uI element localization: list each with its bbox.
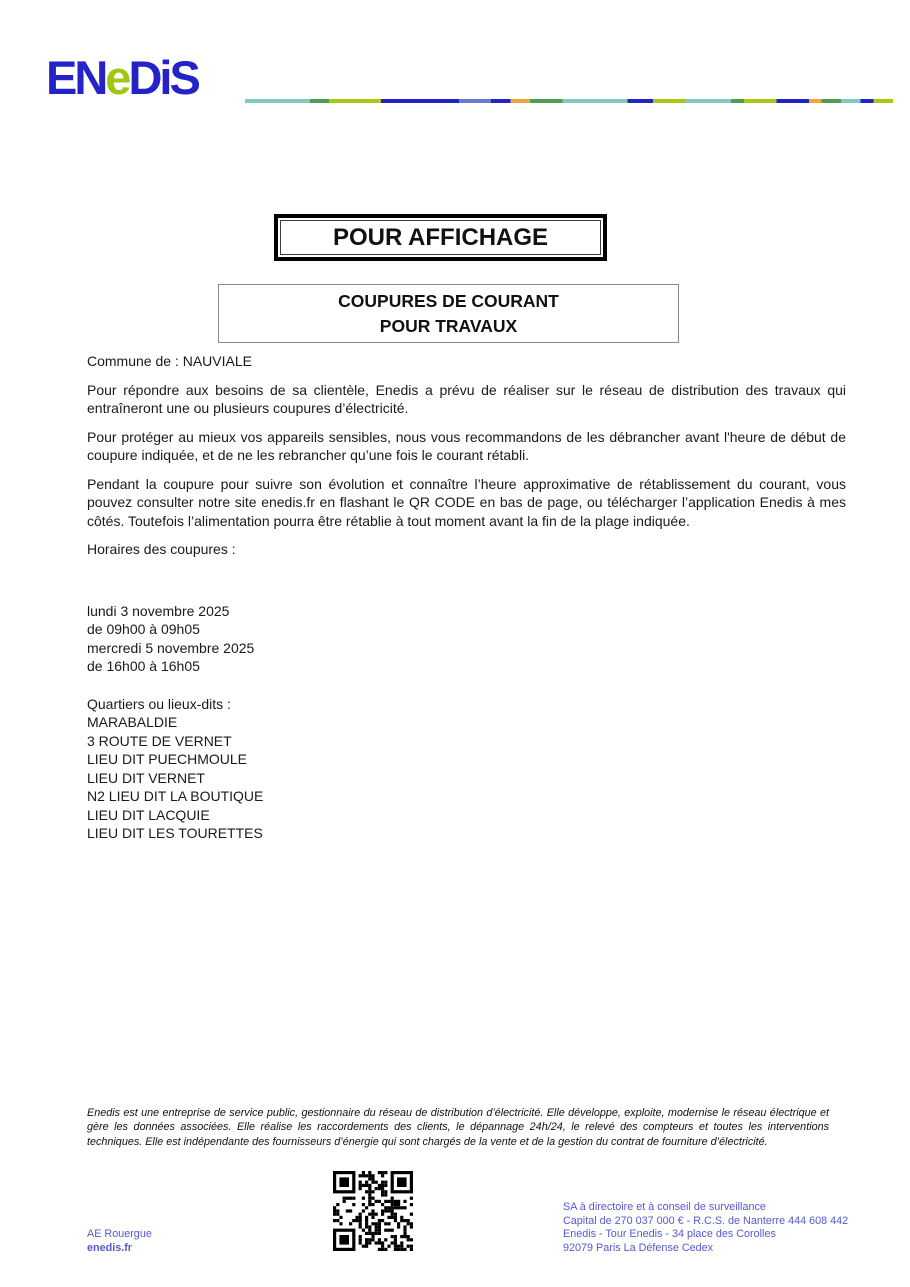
company-legal-line: SA à directoire et à conseil de surveillance xyxy=(563,1201,766,1213)
region-name: AE Rouergue xyxy=(87,1228,152,1240)
paragraph-2: Pour protéger au mieux vos appareils sensibles, nous vous recommandons de les débrancher avant l'heure de début de coupure indiquée, et de ne les rebrancher qu’une fois le courant rétabli. xyxy=(87,428,846,463)
schedule-line: lundi 3 novembre 2025 xyxy=(87,602,230,619)
place-item: LIEU DIT VERNET xyxy=(87,769,205,786)
place-item: N2 LIEU DIT LA BOUTIQUE xyxy=(87,788,264,804)
schedule-block xyxy=(87,602,846,676)
logo-text-right: DiS xyxy=(128,51,198,104)
company-legal-line: Enedis - Tour Enedis - 34 place des Corolles xyxy=(563,1228,776,1241)
place-item: LIEU DIT LES TOURETTES xyxy=(87,825,263,841)
commune-line: Commune de : NAUVIALE xyxy=(87,353,252,369)
logo-text-left: EN xyxy=(46,51,106,104)
place-item: LIEU DIT PUECHMOULE xyxy=(87,751,247,767)
company-legal-line: 92079 Paris La Défense Cedex xyxy=(563,1241,714,1254)
schedule-line: de 16h00 à 16h05 xyxy=(87,658,200,674)
region-block xyxy=(87,1228,152,1255)
notice-title-line1: COUPURES DE COURANT xyxy=(338,290,559,311)
paragraph-1: Pour répondre aux besoins de sa clientèle, Enedis a prévu de réaliser sur le réseau de distribution des travaux qui entraîneront une ou plusieurs coupures d’électricité. xyxy=(87,381,846,416)
place-item: LIEU DIT LACQUIE xyxy=(87,806,210,823)
place-item: 3 ROUTE DE VERNET xyxy=(87,732,232,749)
qr-code xyxy=(333,1171,413,1251)
legal-fineprint: Enedis est une entreprise de service public, gestionnaire du réseau de distribution d’électricité. Elle développe, exploite, modernise le réseau électrique et gère les données associées. Elle réalise les raccordements des clients, le dépannage 24h/24, le relevé des compteurs et toutes les interventions techniques. Elle est indépendante des fournisseurs d’énergie qui sont chargés de la vente et de la gestion du contrat de fourniture d’électricité. xyxy=(87,1107,829,1148)
quartiers-label: Quartiers ou lieux-dits : xyxy=(87,695,231,712)
notice-title-box xyxy=(218,284,679,343)
body-content xyxy=(87,352,846,843)
places-list xyxy=(87,713,846,843)
logo-text-mid: e xyxy=(105,51,129,104)
schedule-line: mercredi 5 novembre 2025 xyxy=(87,639,255,656)
place-item: MARABALDIE xyxy=(87,714,178,730)
enedis-url: enedis.fr xyxy=(87,1241,133,1254)
affichage-title: POUR AFFICHAGE xyxy=(280,220,601,255)
notice-title-line2: POUR TRAVAUX xyxy=(379,315,518,336)
paragraph-3: Pendant la coupure pour suivre son évolution et connaître l’heure approximative de rétablissement du courant, vous pouvez consulter notre site enedis.fr en flashant le QR CODE en bas de page, ou télécharger l’application Enedis à mes côtés. Toutefois l’alimentation pourra être rétablie à tout moment avant la fin de la plage indiquée. xyxy=(87,475,846,529)
schedule-line: de 09h00 à 09h05 xyxy=(87,621,200,637)
company-legal-block xyxy=(563,1201,848,1255)
brand-color-line xyxy=(245,99,893,103)
affichage-title-box xyxy=(274,214,607,261)
company-legal-line: Capital de 270 037 000 € - R.C.S. de Nanterre 444 608 442 xyxy=(563,1214,849,1227)
enedis-logo xyxy=(46,51,198,104)
horaires-label: Horaires des coupures : xyxy=(87,541,236,557)
